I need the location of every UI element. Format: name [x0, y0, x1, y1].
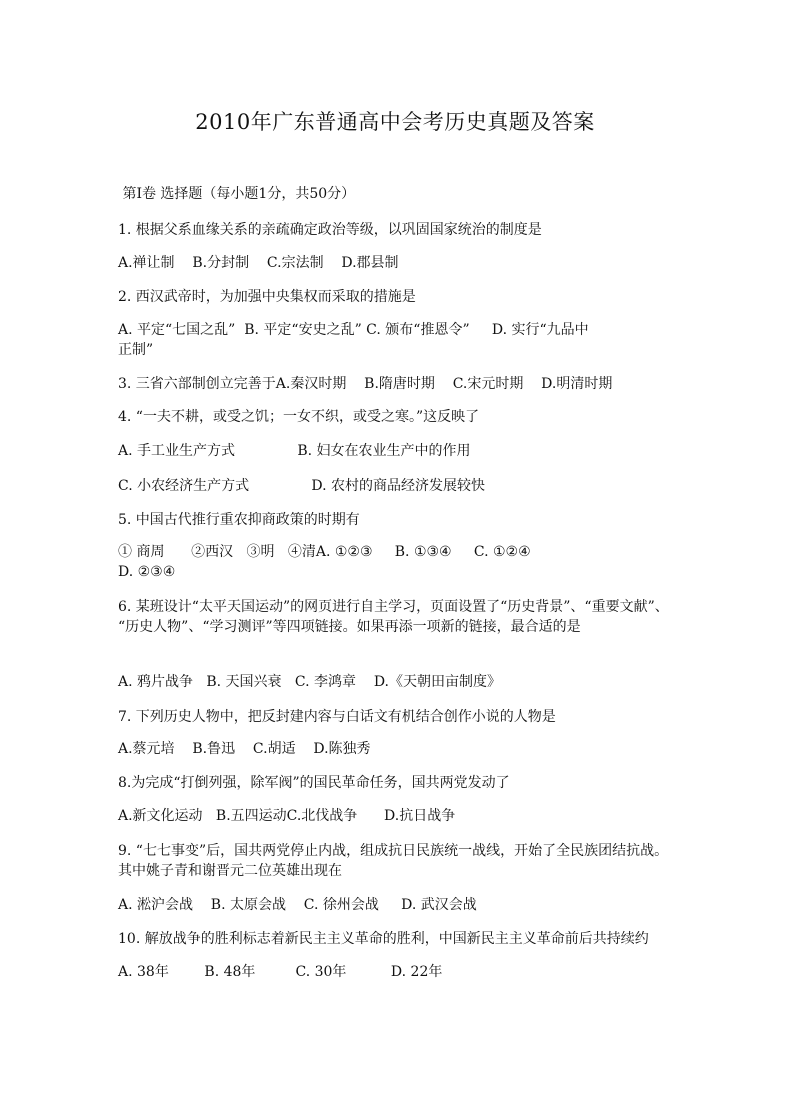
question-10: 10. 解放战争的胜利标志着新民主主义革命的胜利，中国新民主主义革命前后共持续约	[118, 931, 649, 947]
question-1: 1. 根据父系血缘关系的亲疏确定政治等级，以巩固国家统治的制度是	[118, 222, 542, 238]
question-4-options-cd: C. 小农经济生产方式 D. 农村的商品经济发展较快	[118, 478, 486, 494]
question-2-options: A. 平定“七国之乱” B. 平定“安史之乱” C. 颁布“推恩令” D. 实行“九品中	[118, 322, 589, 338]
page-title: 2010年广东普通高中会考历史真题及答案	[195, 110, 595, 134]
question-5-options: ① 商周 ②西汉 ③明 ④清A. ①②③ B. ①③④ C. ①②④	[118, 544, 531, 560]
question-9: 9. “七七事变”后，国共两党停止内战，组成抗日民族统一战线，开始了全民族团结抗战。其中姚子青和谢晋元二位英雄出现在	[118, 843, 669, 879]
question-2: 2. 西汉武帝时，为加强中央集权而采取的措施是	[118, 289, 416, 305]
question-10-options: A. 38年 B. 48年 C. 30年 D. 22年	[118, 964, 443, 980]
question-4: 4. “一夫不耕，或受之饥；一女不织，或受之寒。”这反映了	[118, 409, 480, 425]
question-8: 8.为完成“打倒列强，除军阀”的国民革命任务，国共两党发动了	[118, 775, 510, 791]
question-3: 3. 三省六部制创立完善于A.秦汉时期 B.隋唐时期 C.宋元时期 D.明清时期	[118, 376, 613, 392]
question-5-options-cont: D. ②③④	[118, 564, 176, 580]
question-2-options-cont: 正制”	[118, 342, 154, 358]
section-heading: 第Ⅰ卷 选择题（每小题1分，共50分）	[118, 186, 356, 202]
question-6: 6. 某班设计“太平天国运动”的网页进行自主学习，页面设置了“历史背景”、“重要文献”、 “历史人物”、“学习测评”等四项链接。如果再添一项新的链接，最合适的是	[118, 599, 669, 635]
question-6-options: A. 鸦片战争 B. 天国兴衰 C. 李鸿章 D.《天朝田亩制度》	[118, 674, 501, 690]
question-5: 5. 中国古代推行重农抑商政策的时期有	[118, 512, 360, 528]
question-9-options: A. 淞沪会战 B. 太原会战 C. 徐州会战 D. 武汉会战	[118, 897, 477, 913]
question-7: 7. 下列历史人物中，把反封建内容与白话文有机结合创作小说的人物是	[118, 709, 556, 725]
question-1-options: A.禅让制 B.分封制 C.宗法制 D.郡县制	[118, 255, 399, 271]
question-7-options: A.蔡元培 B.鲁迅 C.胡适 D.陈独秀	[118, 741, 371, 757]
question-8-options: A.新文化运动 B.五四运动C.北伐战争 D.抗日战争	[118, 808, 456, 824]
question-4-options-ab: A. 手工业生产方式 B. 妇女在农业生产中的作用	[118, 443, 471, 459]
